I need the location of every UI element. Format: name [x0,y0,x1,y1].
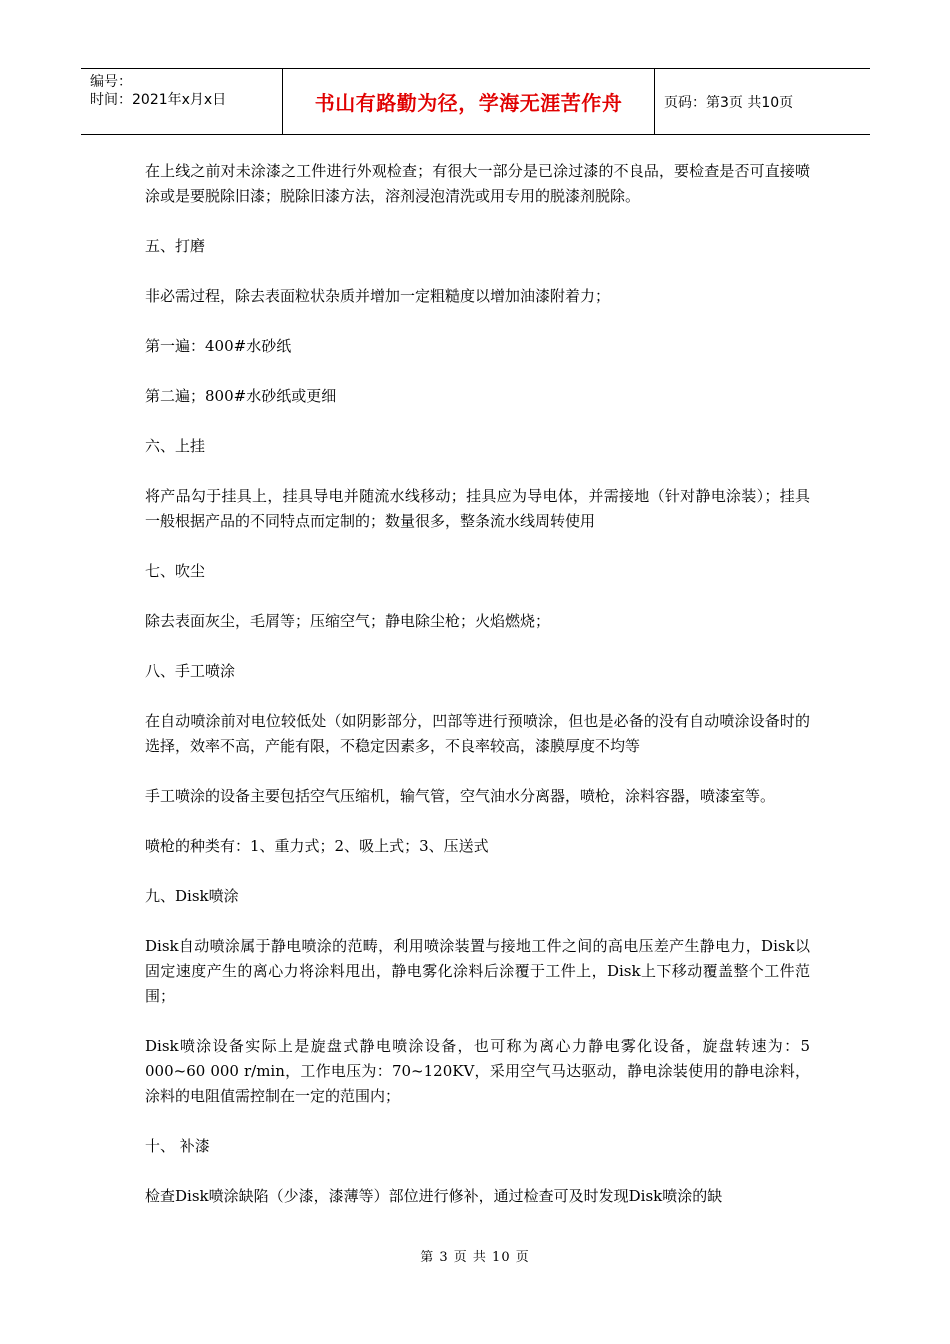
paragraph: 非必需过程，除去表面粒状杂质并增加一定粗糙度以增加油漆附着力； [145,287,611,305]
section-heading: 九、Disk喷涂 [145,887,239,905]
section-heading: 六、上挂 [145,437,206,455]
code-label: 编号： [90,74,132,90]
section-heading: 七、吹尘 [145,562,206,580]
paragraph: 手工喷涂的设备主要包括空气压缩机，输气管，空气油水分离器，喷枪，涂料容器，喷漆室等。 [145,787,776,805]
paragraph: Disk自动喷涂属于静电喷涂的范畴，利用喷涂装置与接地工件之间的高电压差产生静电力，Disk以固定速度产生的离心力将涂料甩出，静电雾化涂料后涂覆于工件上，Disk上下移动覆盖整个工件范围； [145,937,810,1005]
paragraph: 第二遍；800#水砂纸或更细 [145,387,337,405]
paragraph: 将产品勾于挂具上，挂具导电并随流水线移动；挂具应为导电体，并需接地（针对静电涂装）；挂具一般根据产品的不同特点而定制的；数量很多，整条流水线周转使用 [145,487,810,530]
section-heading: 五、打磨 [145,237,206,255]
paragraph: 喷枪的种类有：1、重力式；2、吸上式；3、压送式 [145,837,489,855]
section-heading: 八、手工喷涂 [145,662,236,680]
time-label: 时间：2021年x月x日 [90,92,227,108]
page-header [81,68,870,135]
page-footer: 第 3 页 共 10 页 [420,1250,530,1265]
paragraph: 在上线之前对未涂漆之工件进行外观检查；有很大一部分是已涂过漆的不良品，要检查是否可直接喷涂或是要脱除旧漆；脱除旧漆方法，溶剂浸泡清洗或用专用的脱漆剂脱除。 [145,162,810,205]
header-meta [81,69,282,134]
paragraph: 在自动喷涂前对电位较低处（如阴影部分，凹部等进行预喷涂，但也是必备的没有自动喷涂设备时的选择，效率不高，产能有限，不稳定因素多，不良率较高，漆膜厚度不均等 [145,712,810,755]
paragraph: 除去表面灰尘，毛屑等；压缩空气；静电除尘枪；火焰燃烧； [145,612,551,630]
paragraph: Disk喷涂设备实际上是旋盘式静电喷涂设备，也可称为离心力静电雾化设备，旋盘转速为：5 000~60 000 r/min，工作电压为：70~120KV，采用空气马达驱动，静电涂装使用的静电涂料，涂料的电阻值需控制在一定的范围内； [145,1037,810,1105]
header-motto: 书山有路勤为径，学海无涯苦作舟 [282,69,655,134]
header-page-info: 页码：第3页 共10页 [664,94,794,111]
section-heading: 十、 补漆 [145,1137,210,1155]
paragraph: 第一遍：400#水砂纸 [145,337,292,355]
document-body [145,159,810,1234]
paragraph: 检查Disk喷涂缺陷（少漆，漆薄等）部位进行修补，通过检查可及时发现Disk喷涂的缺 [145,1187,723,1205]
